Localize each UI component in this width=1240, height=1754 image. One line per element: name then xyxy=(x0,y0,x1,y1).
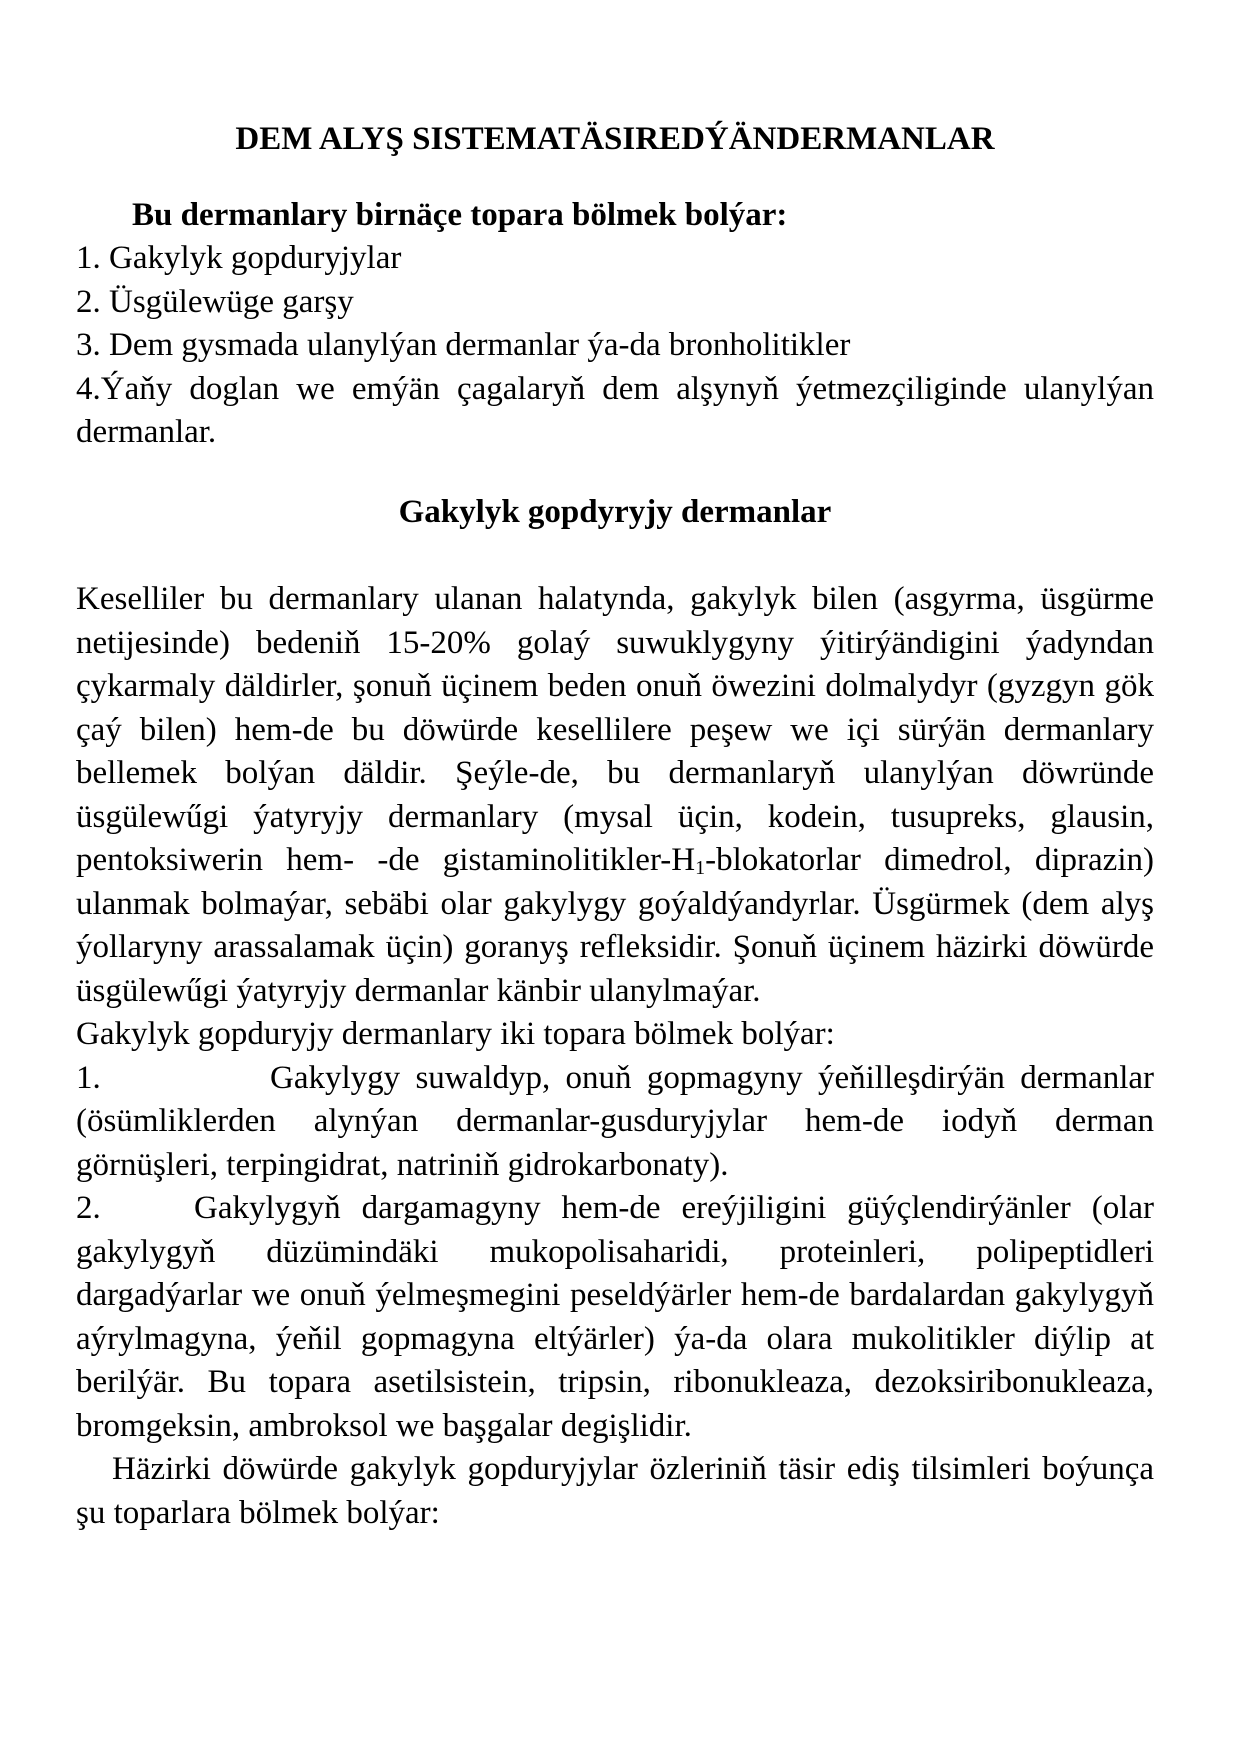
intro-item-2: 2. Üsgülewüge garşy xyxy=(76,283,354,320)
numbered-item-1-text: Gakylygy suwaldyp, onuň gopmagyny ýeňilleşdirýän dermanlar (ösümliklerden alynýan dermanlar-gusduryjylar hem-de iodyň derman görnüşleri, terpingidrat, natriniň gidrokarbonaty). xyxy=(76,1059,1154,1183)
numbered-item-2-number: 2. xyxy=(76,1190,101,1226)
paragraph-1-part-b: -blokatorlar dimedrol, diprazin) ulanmak bolmaýar, sebäbi olar gakylygy goýaldýandyrlar. Üsgürmek (dem alyş ýollaryny arassalamak üçin) goranyş refleksidir. Şonuň üçinem häzirki döwürde üsgülewűgi ýatyryjy dermanlar känbir ulanylmaýar. xyxy=(76,842,1154,1009)
numbered-item-1 xyxy=(76,1057,1154,1188)
paragraph-1 xyxy=(76,578,1154,1013)
numbered-item-2-text: Gakylygyň dargamagyny hem-de ereýjiligini güýçlendirýänler (olar gakylygyň düzümindäki mukopolisaharidi, proteinleri, polipeptidleri dargadýarlar we onuň ýelmeşmegini peseldýärler hem-de bardalardan gakylygyň aýrylmagyna, ýeňil gopmagyna eltýärler) ýa-da olara mukolitikler diýlip at berilýär. Bu topara asetilsistein, tripsin, ribonukleaza, dezoksiribonukleaza, bromgeksin, ambroksol we başgalar degişlidir. xyxy=(76,1190,1154,1444)
intro-heading: Bu dermanlary birnäçe topara bölmek bolýar: xyxy=(132,196,788,233)
paragraph-3: Häzirki döwürde gakylyk gopduryjylar özleriniň täsir ediş tilsimleri boýunça şu toparlara bölmek bolýar: xyxy=(76,1451,1154,1531)
intro-item-4: 4.Ýaňy doglan we emýän çagalaryň dem alşynyň ýetmezçiliginde ulanylýan dermanlar. xyxy=(76,370,1154,450)
intro-item-1: 1. Gakylyk gopduryjylar xyxy=(76,240,402,276)
section-heading: Gakylyk gopdyryjy dermanlar xyxy=(398,493,832,530)
numbered-item-1-number: 1. xyxy=(76,1059,101,1096)
document-title: DEM ALYŞ SISTEMATÄSIREDÝÄNDERMANLAR xyxy=(235,121,995,157)
h1-subscript: 1 xyxy=(695,857,706,879)
paragraph-2: Gakylyk gopduryjy dermanlary iki topara bölmek bolýar: xyxy=(76,1016,835,1052)
intro-item-3: 3. Dem gysmada ulanylýan dermanlar ýa-da bronholitikler xyxy=(76,327,851,363)
numbered-item-2 xyxy=(76,1187,1154,1448)
paragraph-1-part-a: Keselliler bu dermanlary ulanan halatynda, gakylyk bilen (asgyrma, üsgürme netijesinde) bedeniň 15-20% golaý suwuklygyny ýitirýändigini ýadyndan çykarmaly däldirler, şonuň üçinem beden onuň öwezini dolmalydyr (gyzgyn gök çaý bilen) hem-de bu döwürde kesellilere peşew we içi sürýän dermanlary bellemek bolýan däldir. Şeýle-de, bu dermanlaryň ulanylýan döwründe üsgülewűgi ýatyryjy dermanlary (mysal üçin, kodein, tusupreks, glausin, pentoksiwerin hem- -de gistaminolitikler-H xyxy=(76,581,1154,878)
